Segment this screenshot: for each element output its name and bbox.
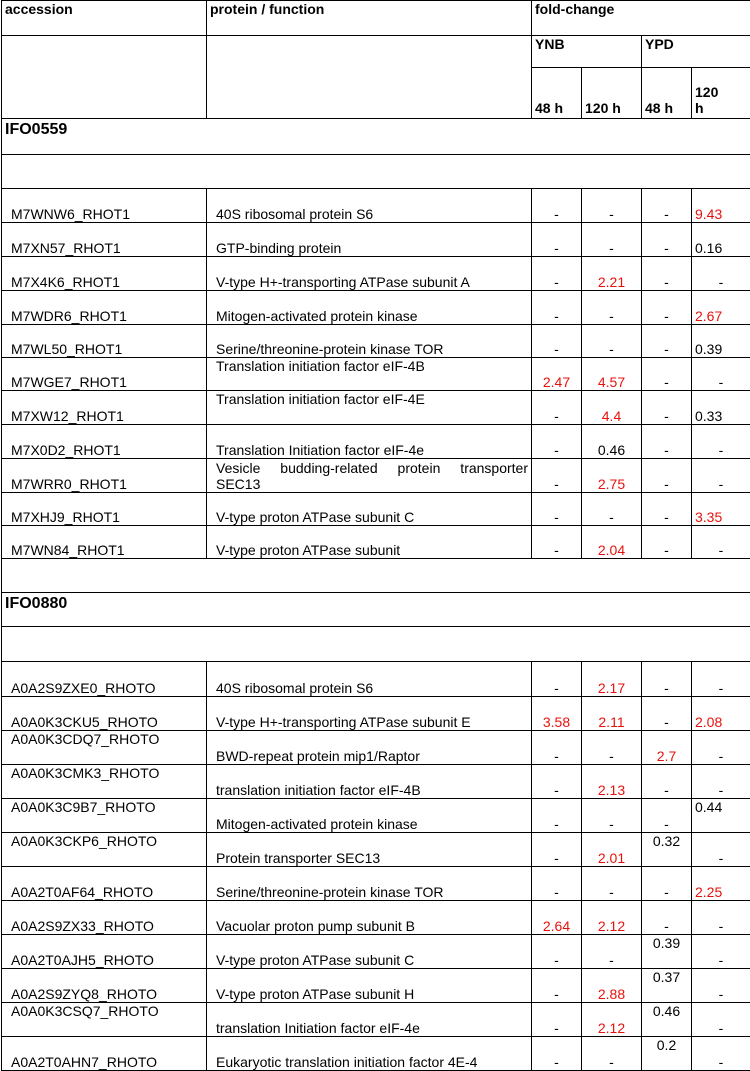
- ynb-120h-value: 2.13: [582, 765, 642, 799]
- ypd-48h-value: -: [642, 291, 692, 325]
- ynb-120h-value: 2.11: [582, 697, 642, 731]
- ypd-48h-value: -: [642, 867, 692, 901]
- protein-cell: Eukaryotic translation initiation factor 4E-4: [207, 1037, 532, 1071]
- accession-cell: A0A0K3CKP6_RHOTO: [2, 833, 207, 867]
- ypd-48h-value: 0.37: [642, 969, 692, 1003]
- accession-cell: M7WDR6_RHOT1: [2, 291, 207, 325]
- ynb-120h-value: -: [582, 291, 642, 325]
- accession-cell: M7XW12_RHOT1: [2, 391, 207, 425]
- accession-cell: A0A2S9ZX33_RHOTO: [2, 901, 207, 935]
- ynb-48h-value: -: [532, 935, 582, 969]
- ynb-48h-value: 2.47: [532, 358, 582, 391]
- ypd-48h-value: -: [642, 765, 692, 799]
- ynb-120h-value: -: [582, 799, 642, 833]
- ynb-48h-value: -: [532, 662, 582, 697]
- accession-cell: A0A2S9ZYQ8_RHOTO: [2, 969, 207, 1003]
- ypd-120h-value: 0.33: [692, 391, 750, 425]
- ynb-120h-value: -: [582, 935, 642, 969]
- ypd-48h-value: -: [642, 325, 692, 358]
- table-row: [2, 867, 750, 901]
- table-row: [2, 223, 750, 257]
- ypd-48h-value: -: [642, 662, 692, 697]
- ynb-48h-value: -: [532, 291, 582, 325]
- header-spacer-protein: [207, 36, 532, 119]
- ynb-120h-value: -: [582, 1037, 642, 1071]
- protein-cell: V-type H+-transporting ATPase subunit E: [207, 697, 532, 731]
- accession-cell: M7WGE7_RHOT1: [2, 358, 207, 391]
- ynb-48h-value: 3.58: [532, 697, 582, 731]
- accession-cell: A0A0K3CKU5_RHOTO: [2, 697, 207, 731]
- protein-line-2: SEC13: [216, 476, 528, 492]
- protein-cell: Serine/threonine-protein kinase TOR: [207, 867, 532, 901]
- table-row: [2, 325, 750, 358]
- ypd-120h-value: -: [692, 662, 750, 697]
- ynb-120h-value: -: [582, 189, 642, 223]
- header-ypd: YPD: [642, 36, 750, 68]
- ypd-48h-value: 0.2: [642, 1037, 692, 1071]
- ynb-120h-value: 2.12: [582, 901, 642, 935]
- ypd-120h-value: 3.35: [692, 493, 750, 526]
- accession-cell: A0A0K3CDQ7_RHOTO: [2, 731, 207, 765]
- ypd-48h-value: -: [642, 257, 692, 291]
- ynb-48h-value: -: [532, 257, 582, 291]
- ypd-120h-value: 0.44: [692, 799, 750, 833]
- accession-cell: M7XN57_RHOT1: [2, 223, 207, 257]
- header-ypd-48h: 48 h: [642, 68, 692, 119]
- accession-cell: A0A0K3CSQ7_RHOTO: [2, 1003, 207, 1037]
- ynb-120h-value: 4.57: [582, 358, 642, 391]
- ypd-120h-value: -: [692, 1037, 750, 1071]
- header-fold-change: fold-change: [532, 1, 750, 36]
- ynb-48h-value: -: [532, 867, 582, 901]
- protein-cell: Translation initiation factor eIF-4E: [207, 391, 532, 425]
- protein-cell: V-type proton ATPase subunit H: [207, 969, 532, 1003]
- ynb-48h-value: -: [532, 799, 582, 833]
- ynb-48h-value: -: [532, 493, 582, 526]
- table-row: [2, 799, 750, 833]
- protein-cell: 40S ribosomal protein S6: [207, 189, 532, 223]
- ynb-120h-value: -: [582, 867, 642, 901]
- ynb-48h-value: -: [532, 189, 582, 223]
- ypd-48h-value: -: [642, 358, 692, 391]
- accession-cell: M7WNW6_RHOT1: [2, 189, 207, 223]
- protein-cell: 40S ribosomal protein S6: [207, 662, 532, 697]
- ypd-48h-value: -: [642, 425, 692, 459]
- ynb-120h-value: -: [582, 325, 642, 358]
- table-row: [2, 1037, 750, 1071]
- header-spacer-accession: [2, 36, 207, 119]
- table-row: [2, 731, 750, 765]
- table-row: [2, 901, 750, 935]
- ynb-48h-value: -: [532, 526, 582, 559]
- table-row: [2, 358, 750, 391]
- ypd-120h-value: 2.25: [692, 867, 750, 901]
- ynb-120h-value: 2.01: [582, 833, 642, 867]
- section-spacer: [2, 627, 750, 662]
- ypd-48h-value: -: [642, 189, 692, 223]
- accession-cell: M7WRR0_RHOT1: [2, 459, 207, 493]
- section-gap: [2, 559, 750, 593]
- table-row: [2, 291, 750, 325]
- ynb-120h-value: 2.17: [582, 662, 642, 697]
- header-accession: accession: [2, 1, 207, 36]
- accession-cell: A0A2T0AF64_RHOTO: [2, 867, 207, 901]
- table-row: [2, 662, 750, 697]
- accession-cell: M7WN84_RHOT1: [2, 526, 207, 559]
- table-row: [2, 425, 750, 459]
- ynb-48h-value: -: [532, 1037, 582, 1071]
- ypd-120h-value: -: [692, 526, 750, 559]
- ypd-120h-value: -: [692, 425, 750, 459]
- ynb-120h-value: -: [582, 223, 642, 257]
- ypd-48h-value: -: [642, 697, 692, 731]
- accession-cell: M7X0D2_RHOT1: [2, 425, 207, 459]
- header-protein-function: protein / function: [207, 1, 532, 36]
- ypd-120h-value: -: [692, 459, 750, 493]
- ypd-120h-value: -: [692, 1003, 750, 1037]
- accession-cell: M7WL50_RHOT1: [2, 325, 207, 358]
- accession-cell: A0A0K3C9B7_RHOTO: [2, 799, 207, 833]
- protein-line-1: Vesicle budding-related protein transporter: [216, 460, 528, 476]
- ypd-120h-value: 0.16: [692, 223, 750, 257]
- ynb-48h-value: -: [532, 425, 582, 459]
- section-spacer: [2, 155, 750, 189]
- ynb-48h-value: -: [532, 1003, 582, 1037]
- ynb-120h-value: 2.12: [582, 1003, 642, 1037]
- table-row: [2, 1003, 750, 1037]
- header-ypd-120h: 120 h: [692, 68, 750, 119]
- table-row: [2, 935, 750, 969]
- protein-cell: Vacuolar proton pump subunit B: [207, 901, 532, 935]
- protein-cell: translation Initiation factor eIF-4e: [207, 1003, 532, 1037]
- ynb-120h-value: 0.46: [582, 425, 642, 459]
- ynb-120h-value: -: [582, 731, 642, 765]
- protein-cell: V-type H+-transporting ATPase subunit A: [207, 257, 532, 291]
- ypd-120h-value: -: [692, 833, 750, 867]
- ypd-48h-value: 0.39: [642, 935, 692, 969]
- accession-cell: A0A2T0AHN7_RHOTO: [2, 1037, 207, 1071]
- ypd-120h-value: 9.43: [692, 189, 750, 223]
- protein-cell: Serine/threonine-protein kinase TOR: [207, 325, 532, 358]
- ynb-120h-value: 2.21: [582, 257, 642, 291]
- fold-change-table: [1, 0, 750, 1071]
- accession-cell: A0A2S9ZXE0_RHOTO: [2, 662, 207, 697]
- ypd-48h-value: -: [642, 391, 692, 425]
- ynb-48h-value: -: [532, 223, 582, 257]
- ypd-120h-value: -: [692, 358, 750, 391]
- table-row: [2, 526, 750, 559]
- ynb-120h-value: 2.88: [582, 969, 642, 1003]
- ypd-120h-value: 2.67: [692, 291, 750, 325]
- ynb-120h-value: -: [582, 493, 642, 526]
- protein-cell: BWD-repeat protein mip1/Raptor: [207, 731, 532, 765]
- ypd-48h-value: 2.7: [642, 731, 692, 765]
- ynb-48h-value: -: [532, 459, 582, 493]
- ynb-48h-value: -: [532, 833, 582, 867]
- ypd-48h-value: -: [642, 223, 692, 257]
- header-ynb-48h: 48 h: [532, 68, 582, 119]
- table-row: [2, 765, 750, 799]
- ypd-120h-value: -: [692, 969, 750, 1003]
- protein-cell: Translation initiation factor eIF-4B: [207, 358, 532, 391]
- ypd-120h-value: -: [692, 731, 750, 765]
- ypd-120h-value: -: [692, 257, 750, 291]
- ynb-48h-value: -: [532, 731, 582, 765]
- ypd-120h-value: 2.08: [692, 697, 750, 731]
- accession-cell: A0A0K3CMK3_RHOTO: [2, 765, 207, 799]
- ynb-120h-value: 4.4: [582, 391, 642, 425]
- protein-cell: Translation Initiation factor eIF-4e: [207, 425, 532, 459]
- ypd-48h-value: -: [642, 901, 692, 935]
- ypd-48h-value: -: [642, 493, 692, 526]
- ynb-48h-value: -: [532, 325, 582, 358]
- ypd-48h-value: 0.32: [642, 833, 692, 867]
- ynb-48h-value: -: [532, 765, 582, 799]
- protein-cell: Protein transporter SEC13: [207, 833, 532, 867]
- section-title: IFO0880: [2, 593, 750, 627]
- ypd-48h-value: 0.46: [642, 1003, 692, 1037]
- ypd-120h-value: 0.39: [692, 325, 750, 358]
- table-row: [2, 493, 750, 526]
- protein-cell: Mitogen-activated protein kinase: [207, 291, 532, 325]
- protein-cell: translation initiation factor eIF-4B: [207, 765, 532, 799]
- header-ynb: YNB: [532, 36, 642, 68]
- table-row: [2, 833, 750, 867]
- table-row: [2, 969, 750, 1003]
- ypd-120h-value: -: [692, 901, 750, 935]
- ypd-120h-value: -: [692, 935, 750, 969]
- ynb-48h-value: 2.64: [532, 901, 582, 935]
- protein-cell: V-type proton ATPase subunit: [207, 526, 532, 559]
- section-title: IFO0559: [2, 119, 750, 155]
- accession-cell: A0A2T0AJH5_RHOTO: [2, 935, 207, 969]
- protein-cell: V-type proton ATPase subunit C: [207, 493, 532, 526]
- table-row: [2, 391, 750, 425]
- protein-cell: Mitogen-activated protein kinase: [207, 799, 532, 833]
- ypd-48h-value: -: [642, 799, 692, 833]
- protein-cell: [207, 459, 532, 493]
- header-ynb-120h: 120 h: [582, 68, 642, 119]
- ypd-48h-value: -: [642, 459, 692, 493]
- ynb-120h-value: 2.04: [582, 526, 642, 559]
- ynb-48h-value: -: [532, 969, 582, 1003]
- ypd-120h-value: -: [692, 765, 750, 799]
- table-row: [2, 697, 750, 731]
- table-row: [2, 189, 750, 223]
- ynb-48h-value: -: [532, 391, 582, 425]
- ypd-48h-value: -: [642, 526, 692, 559]
- table-row: [2, 257, 750, 291]
- table-row: [2, 459, 750, 493]
- protein-cell: V-type proton ATPase subunit C: [207, 935, 532, 969]
- ynb-120h-value: 2.75: [582, 459, 642, 493]
- accession-cell: M7X4K6_RHOT1: [2, 257, 207, 291]
- protein-cell: GTP-binding protein: [207, 223, 532, 257]
- accession-cell: M7XHJ9_RHOT1: [2, 493, 207, 526]
